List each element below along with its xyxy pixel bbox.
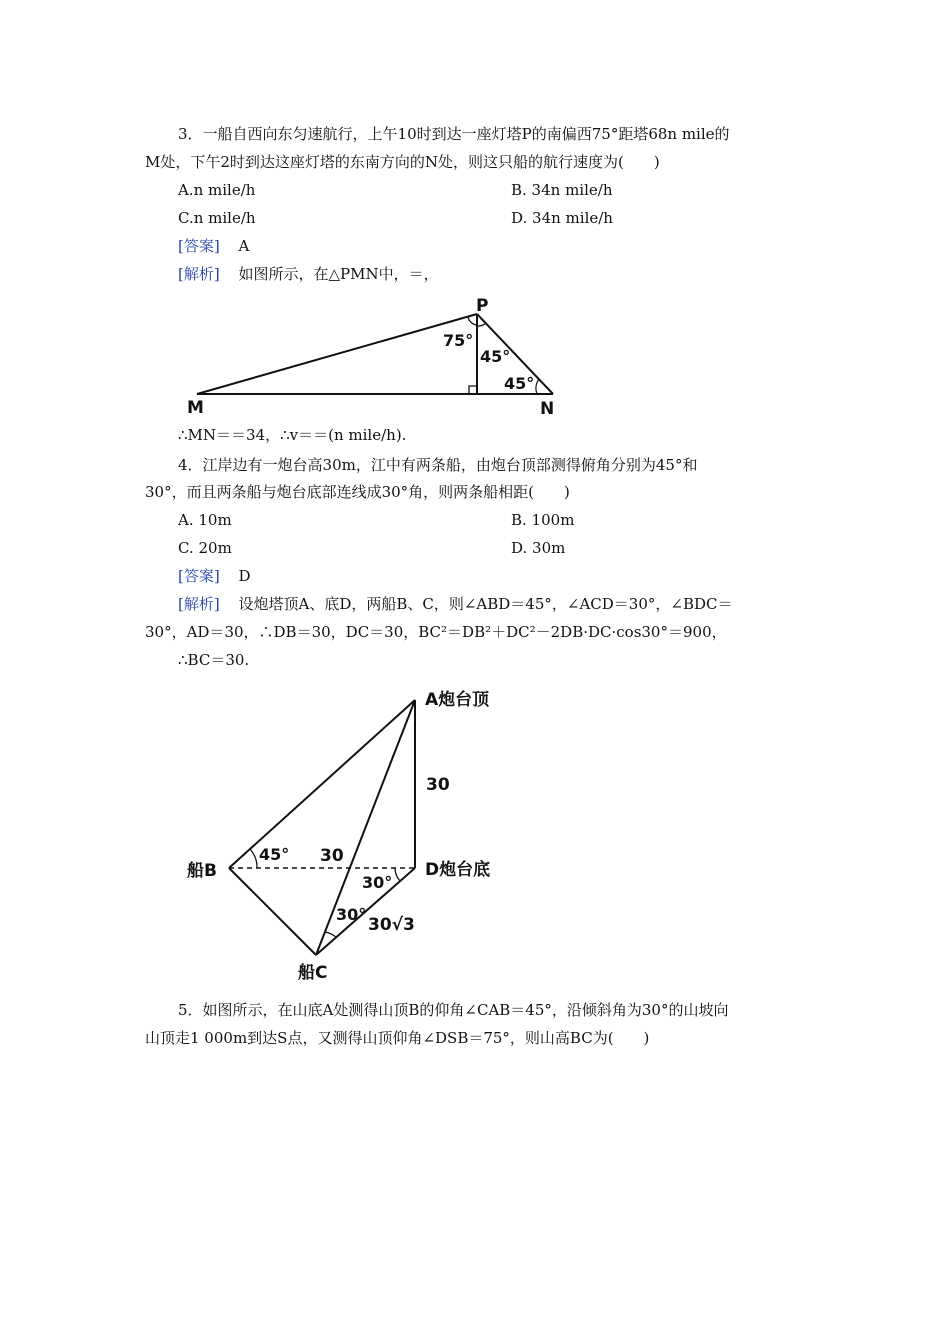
- q3-answer-tag: [答案]: [178, 237, 220, 255]
- q4-label-c: 船C: [298, 963, 328, 983]
- q3-option-a: A.n mile/h: [178, 181, 256, 199]
- q4-label-b: 船B: [187, 861, 217, 881]
- q4-stem-line1: 4．江岸边有一炮台高30m，江中有两条船，由炮台顶部测得俯角分别为45°和: [178, 456, 698, 474]
- q4-analysis-line2: 30°，AD＝30，∴DB＝30，DC＝30，BC²＝DB²＋DC²－2DB·DC·cos30°＝900，: [145, 623, 727, 641]
- q3-option-b: B. 34n mile/h: [511, 181, 613, 199]
- q4-angle-b: 45°: [259, 845, 290, 864]
- q4-label-a: A炮台顶: [425, 690, 490, 710]
- q3-angle-45-n: 45°: [504, 374, 535, 393]
- q3-conclusion: ∴MN＝＝34，∴v＝＝(n mile/h).: [178, 426, 407, 444]
- q3-analysis-tag: [解析]: [178, 265, 220, 283]
- q3-angle-75: 75°: [443, 331, 474, 350]
- q4-line-ab: [229, 700, 415, 868]
- q4-length-bd: 30: [320, 846, 344, 866]
- q4-angle-d: 30°: [362, 873, 393, 892]
- q4-option-c: C. 20m: [178, 539, 232, 557]
- q4-option-d: D. 30m: [511, 539, 566, 557]
- q3-option-d: D. 34n mile/h: [511, 209, 613, 227]
- q4-arc-c: [325, 932, 336, 937]
- q5-stem-line2: 山顶走1 000m到达S点，又测得山顶仰角∠DSB＝75°，则山高BC为( ): [145, 1029, 650, 1047]
- q4-option-a: A. 10m: [178, 511, 232, 529]
- q4-angle-c: 30°: [336, 905, 367, 924]
- q5-stem-line1: 5．如图所示，在山底A处测得山顶B的仰角∠CAB＝45°，沿倾斜角为30°的山坡向: [178, 1001, 729, 1019]
- q3-option-c: C.n mile/h: [178, 209, 256, 227]
- q3-answer-value: A: [238, 237, 250, 255]
- q3-angle-45-top: 45°: [480, 347, 511, 366]
- q4-conclusion: ∴BC＝30.: [178, 651, 250, 669]
- q3-label-p: P: [476, 296, 489, 316]
- q3-analysis-text: 如图所示，在△PMN中，＝，: [238, 265, 439, 283]
- q3-stem-line2: M处，下午2时到达这座灯塔的东南方向的N处，则这只船的航行速度为( ): [145, 153, 660, 171]
- q4-stem-line2: 30°，而且两条船与炮台底部连线成30°角，则两条船相距( ): [145, 483, 570, 501]
- q4-answer-tag: [答案]: [178, 567, 220, 585]
- q4-analysis-tag: [解析]: [178, 595, 220, 613]
- q3-label-m: M: [187, 398, 204, 418]
- q4-line-bc: [229, 868, 316, 955]
- q4-analysis-line1: 设炮塔顶A、底D，两船B、C，则∠ABD＝45°，∠ACD＝30°，∠BDC＝: [238, 595, 733, 613]
- q4-label-d: D炮台底: [425, 860, 491, 880]
- q4-answer-value: D: [238, 567, 251, 585]
- q4-arc-b: [250, 849, 257, 868]
- q4-arc-d: [395, 868, 400, 881]
- q4-length-dc: 30√3: [368, 915, 415, 935]
- q3-stem-line1: 3．一船自西向东匀速航行，上午10时到达一座灯塔P的南偏西75°距塔68n mile的: [178, 125, 730, 143]
- q4-option-b: B. 100m: [511, 511, 575, 529]
- q4-length-ad: 30: [426, 775, 450, 795]
- q3-label-n: N: [540, 399, 555, 419]
